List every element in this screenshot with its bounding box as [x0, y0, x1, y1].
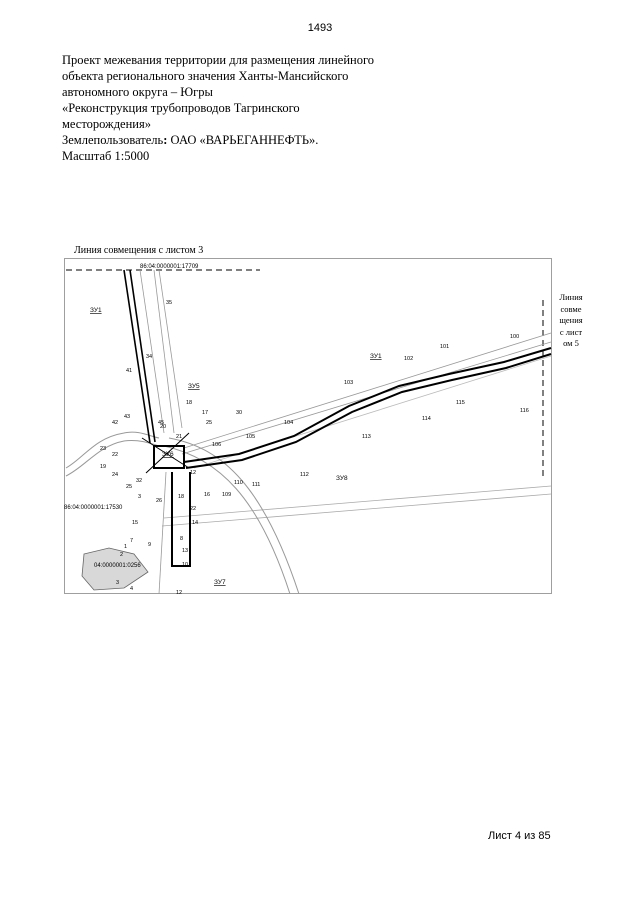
header-line-1: Проект межевания территории для размещения линейного: [62, 53, 375, 67]
scale-line: Масштаб 1:5000: [62, 149, 150, 163]
header-line-2: объекта регионального значения Ханты-Мансийского: [62, 69, 349, 83]
point-label: 104: [284, 420, 294, 426]
point-label: 43: [124, 414, 131, 420]
top-alignment-label: Линия совмещения с листом 3: [74, 245, 204, 256]
point-label: 32: [136, 478, 143, 484]
header-line-3: автономного округа – Югры: [62, 85, 213, 99]
point-label: 115: [456, 400, 465, 406]
point-label: 25: [126, 484, 133, 490]
parcel-label-17530: 86:04:0000001:17530: [64, 505, 123, 511]
point-label: 12: [176, 590, 183, 594]
hatched-parcel: [82, 548, 148, 590]
zone-label: ЗУ1: [90, 307, 102, 314]
point-label: 34: [146, 354, 153, 360]
road-line: [162, 494, 551, 526]
point-label: 19: [100, 464, 107, 470]
point-label: 103: [344, 380, 354, 386]
land-user-label: Землепользователь: [62, 133, 164, 147]
header-line-5: месторождения»: [62, 117, 151, 131]
point-label: 100: [510, 334, 520, 340]
point-label: 102: [404, 356, 414, 362]
point-label: 8: [180, 536, 184, 542]
zone-label: ЗУ5: [188, 383, 200, 390]
land-user-value: ОАО «ВАРЬЕГАННЕФТЬ».: [167, 133, 319, 147]
page-number: 1493: [307, 22, 333, 34]
point-label: 45: [158, 420, 165, 426]
point-label: 109: [222, 492, 232, 498]
point-label: 9: [148, 542, 152, 548]
point-label: 23: [100, 446, 107, 452]
document-header: [62, 52, 392, 164]
point-label: 3: [116, 580, 120, 586]
point-label: 25: [206, 420, 213, 426]
north-corridor: [140, 270, 167, 433]
point-label: 17: [202, 410, 209, 416]
point-label: 26: [156, 498, 163, 504]
point-label: 35: [166, 300, 173, 306]
point-label: 18: [178, 494, 185, 500]
point-label: 114: [422, 416, 431, 422]
point-label: 2: [120, 552, 124, 558]
point-label: 3: [138, 494, 142, 500]
point-label: 14: [192, 520, 199, 526]
south-corridor: [159, 472, 166, 594]
point-label: 16: [204, 492, 211, 498]
land-user-colon: :: [163, 133, 168, 147]
point-label: 15: [132, 520, 139, 526]
point-label: 18: [186, 400, 193, 406]
point-label: 7: [130, 538, 134, 544]
point-label: 42: [112, 420, 119, 426]
point-label: 22: [112, 452, 119, 458]
point-label: 21: [176, 434, 183, 440]
map-frame: [65, 259, 552, 594]
point-label: 101: [440, 344, 450, 350]
point-label: 22: [190, 506, 197, 512]
parcel-label-0256: 04:0000001:0256: [94, 563, 141, 569]
point-label: 10: [182, 562, 189, 568]
header-line-4: «Реконструкция трубопроводов Тагринского: [62, 101, 300, 115]
point-label: 4: [130, 586, 134, 592]
point-label: 24: [112, 472, 119, 478]
parcel-label-17709: 86:04:0000001:17709: [140, 264, 199, 270]
land-user-line: [62, 132, 392, 148]
zone-label: ЗУ7: [214, 579, 226, 586]
point-label: 112: [300, 472, 309, 478]
point-label: 106: [212, 442, 222, 448]
point-label: 12: [190, 470, 197, 476]
point-label: 110: [234, 480, 243, 486]
sheet-footer: Лист 4 из 85: [488, 830, 551, 842]
point-label: 111: [252, 482, 261, 488]
corridor-line: [184, 333, 551, 448]
road-line: [164, 486, 551, 518]
point-label: 41: [126, 368, 133, 374]
point-label: 13: [182, 548, 189, 554]
side-alignment-label: Линия совмещения с листом 5: [559, 292, 583, 348]
point-label: 1: [124, 544, 128, 550]
point-label: 113: [362, 434, 371, 440]
point-label: 20: [160, 424, 167, 430]
left-road: [66, 432, 159, 468]
point-label: 116: [520, 408, 529, 414]
zone-label: ЗУ8: [336, 475, 348, 482]
point-label: 30: [236, 410, 243, 416]
zone-label: ЗУ1: [370, 353, 382, 360]
cadastral-map: [64, 258, 552, 594]
point-label: 105: [246, 434, 256, 440]
zone-label: ЗУ6: [162, 451, 174, 458]
